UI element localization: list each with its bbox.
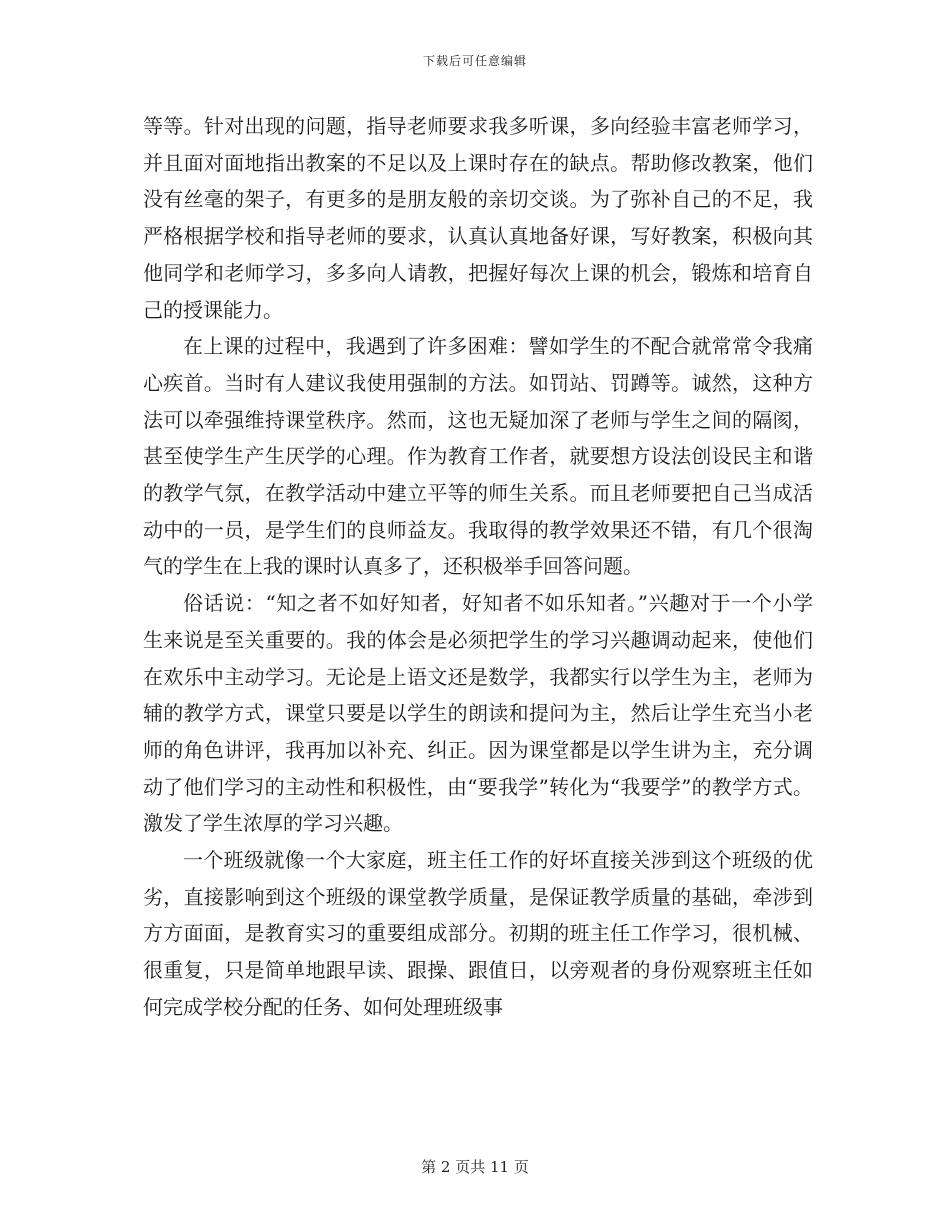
paragraph-2: 在上课的过程中，我遇到了许多困难：譬如学生的不配合就常常令我痛心疾首。当时有人建议我使用强制的方法。如罚站、罚蹲等。诚然，这种方法可以牵强维持课堂秩序。然而，这也无疑加深了老师与学生之间的隔阂，甚至使学生产生厌学的心理。作为教育工作者，就要想方设法创设民主和谐的教学气氛，在教学活动中建立平等的师生关系。而且老师要把自己当成活动中的一员，是学生们的良师益友。我取得的教学效果还不错，有几个很淘气的学生在上我的课时认真多了，还积极举手回答问题。 <box>143 334 813 579</box>
paragraph-4: 一个班级就像一个大家庭，班主任工作的好坏直接关涉到这个班级的优劣，直接影响到这个班级的课堂教学质量，是保证教学质量的基础，牵涉到方方面面，是教育实习的重要组成部分。初期的班主任工作学习，很机械、很重复，只是简单地跟早读、跟操、跟值日，以旁观者的身份观察班主任如何完成学校分配的任务、如何处理班级事 <box>143 848 813 1019</box>
page-footer: 第 2 页共 11 页 <box>421 1158 529 1176</box>
paragraph-1: 等等。针对出现的问题，指导老师要求我多听课，多向经验丰富老师学习，并且面对面地指出教案的不足以及上课时存在的缺点。帮助修改教案，他们没有丝毫的架子，有更多的是朋友般的亲切交谈。为了弥补自己的不足，我严格根据学校和指导老师的要求，认真认真地备好课，写好教案，积极向其他同学和老师学习，多多向人请教，把握好每次上课的机会，锻炼和培育自己的授课能力。 <box>143 114 813 322</box>
paragraph-3: 俗话说：“知之者不如好知者，好知者不如乐知者。”兴趣对于一个小学生来说是至关重要的。我的体会是必须把学生的学习兴趣调动起来，使他们在欢乐中主动学习。无论是上语文还是数学，我都实行以学生为主，老师为辅的教学方式，课堂只要是以学生的朗读和提问为主，然后让学生充当小老师的角色讲评，我再加以补充、纠正。因为课堂都是以学生讲为主，充分调动了他们学习的主动性和积极性，由“要我学”转化为“我要学”的教学方式。激发了学生浓厚的学习兴趣。 <box>143 591 813 836</box>
document-body <box>143 108 813 1026</box>
page-header: 下载后可任意编辑 <box>422 54 527 68</box>
